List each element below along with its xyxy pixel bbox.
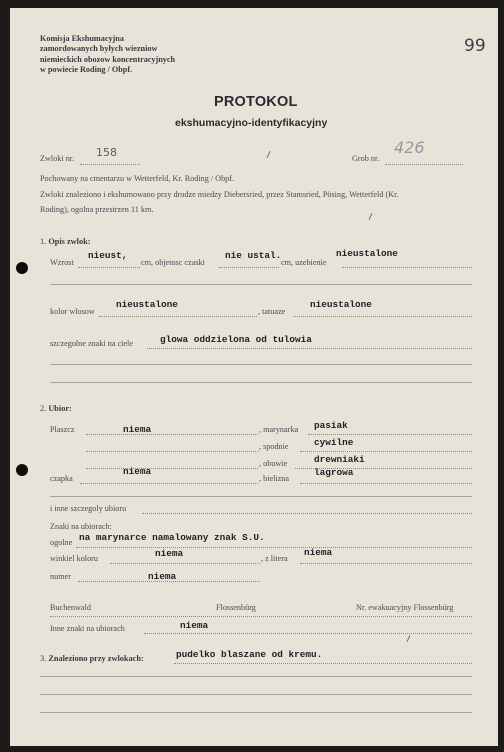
found-location-line-2: Roding), ogolna przestrzen 11 km.	[40, 205, 154, 214]
protocol-subtitle: ekshumacyjno-identyfikacyjny	[175, 117, 328, 129]
protocol-title: PROTOKOL	[214, 94, 298, 110]
other-clothing-label: i inne szczegoly ubioru	[50, 504, 127, 513]
coat-label: Plaszcz	[50, 425, 75, 434]
header-line: w powiecie Roding / Obpf.	[40, 64, 133, 74]
burial-place-text: Pochowany na cmentarzu w Wetterfeld, Kr. Roding / Obpf.	[40, 174, 235, 183]
clothing-number-value: niema	[148, 571, 177, 582]
letter-value: niema	[304, 547, 333, 558]
header-line: Komisja Ekshumacyjna	[40, 34, 124, 43]
shoes-value: drewniaki	[314, 454, 365, 465]
skull-volume-value: nie ustal.	[225, 250, 282, 261]
trousers-value: cywilne	[314, 437, 354, 448]
section-3-title: Znaleziono przy zwlokach:	[48, 654, 144, 663]
header-line: zamordowanych byłych wiezniow	[40, 44, 158, 54]
header-line: niemieckich obozow koncentracyjnych	[40, 54, 176, 64]
angle-color-label: winkiel koloru	[50, 554, 98, 563]
remains-number-label: Zwloki nr.	[40, 154, 75, 163]
section-2-heading: 2. Ubior:	[40, 404, 72, 413]
clothing-marks-label: Znaki na ubiorach:	[50, 522, 112, 531]
protocol-sheet	[10, 8, 498, 746]
commission-header	[40, 34, 175, 75]
tattoo-label: , tatuaze	[258, 307, 286, 316]
cap-label: czapka	[50, 474, 73, 483]
hair-color-value: nieustalone	[116, 299, 178, 310]
section-2-title: Ubior:	[48, 404, 72, 413]
general-marks-value: na marynarce namalowany znak S.U.	[79, 532, 265, 543]
other-clothing-marks-value: niema	[180, 620, 209, 631]
underwear-label: , bielizna	[259, 474, 290, 483]
underwear-value: lagrowa	[314, 467, 354, 478]
grave-number: 426	[394, 138, 425, 157]
trousers-label: , spodnie	[259, 442, 289, 451]
evacuation-number-label: Nr. ewakuacyjny Flossenbürg	[356, 603, 454, 612]
camp-buchenwald: Buchenwald	[50, 603, 91, 612]
angle-color-value: niema	[155, 548, 184, 559]
found-items-value: pudelko blaszane od kremu.	[176, 649, 323, 660]
remains-number: 158	[96, 146, 117, 159]
camp-flossenburg: Flossenbürg	[216, 603, 256, 612]
general-marks-label: ogolne	[50, 538, 73, 547]
found-location-line-1: Zwloki znaleziono i ekshumowano przy drodze miedzy Diebersried, przez Stamsried, Pösing, Wetterfeld (Kr.	[40, 190, 399, 199]
section-3-heading: 3. Znaleziono przy zwlokach:	[40, 654, 144, 663]
height-unit-label: cm, objetosc czaski	[141, 258, 205, 267]
height-value: nieust,	[88, 250, 128, 261]
page-number: 99	[464, 36, 486, 56]
hair-color-label: kolor wlosow	[50, 307, 95, 316]
section-1-title: Opis zwlok:	[48, 237, 91, 246]
body-marks-value: glowa oddzielona od tulowia	[160, 334, 312, 345]
punch-hole-bottom	[16, 464, 28, 476]
letter-label: , z litera	[261, 554, 288, 563]
grave-number-label: Grob nr.	[352, 154, 380, 163]
tattoo-value: nieustalone	[310, 299, 372, 310]
body-marks-label: szczegolne znaki na ciele	[50, 339, 133, 348]
clothing-number-label: numer	[50, 572, 71, 581]
cap-value: niema	[123, 466, 152, 477]
height-label: Wzrost	[50, 258, 74, 267]
shoes-label: , obuwie	[259, 459, 288, 468]
punch-hole-top	[16, 262, 28, 274]
teeth-value: nieustalone	[336, 248, 398, 259]
section-1-heading: 1. Opis zwlok:	[40, 237, 91, 246]
skull-unit-label: cm, uzebienie	[281, 258, 327, 267]
other-clothing-marks-label: Inne znaki na ubiorach	[50, 624, 125, 633]
jacket-label: , marynarka	[259, 425, 299, 434]
jacket-value: pasiak	[314, 420, 348, 431]
coat-value: niema	[123, 424, 152, 435]
